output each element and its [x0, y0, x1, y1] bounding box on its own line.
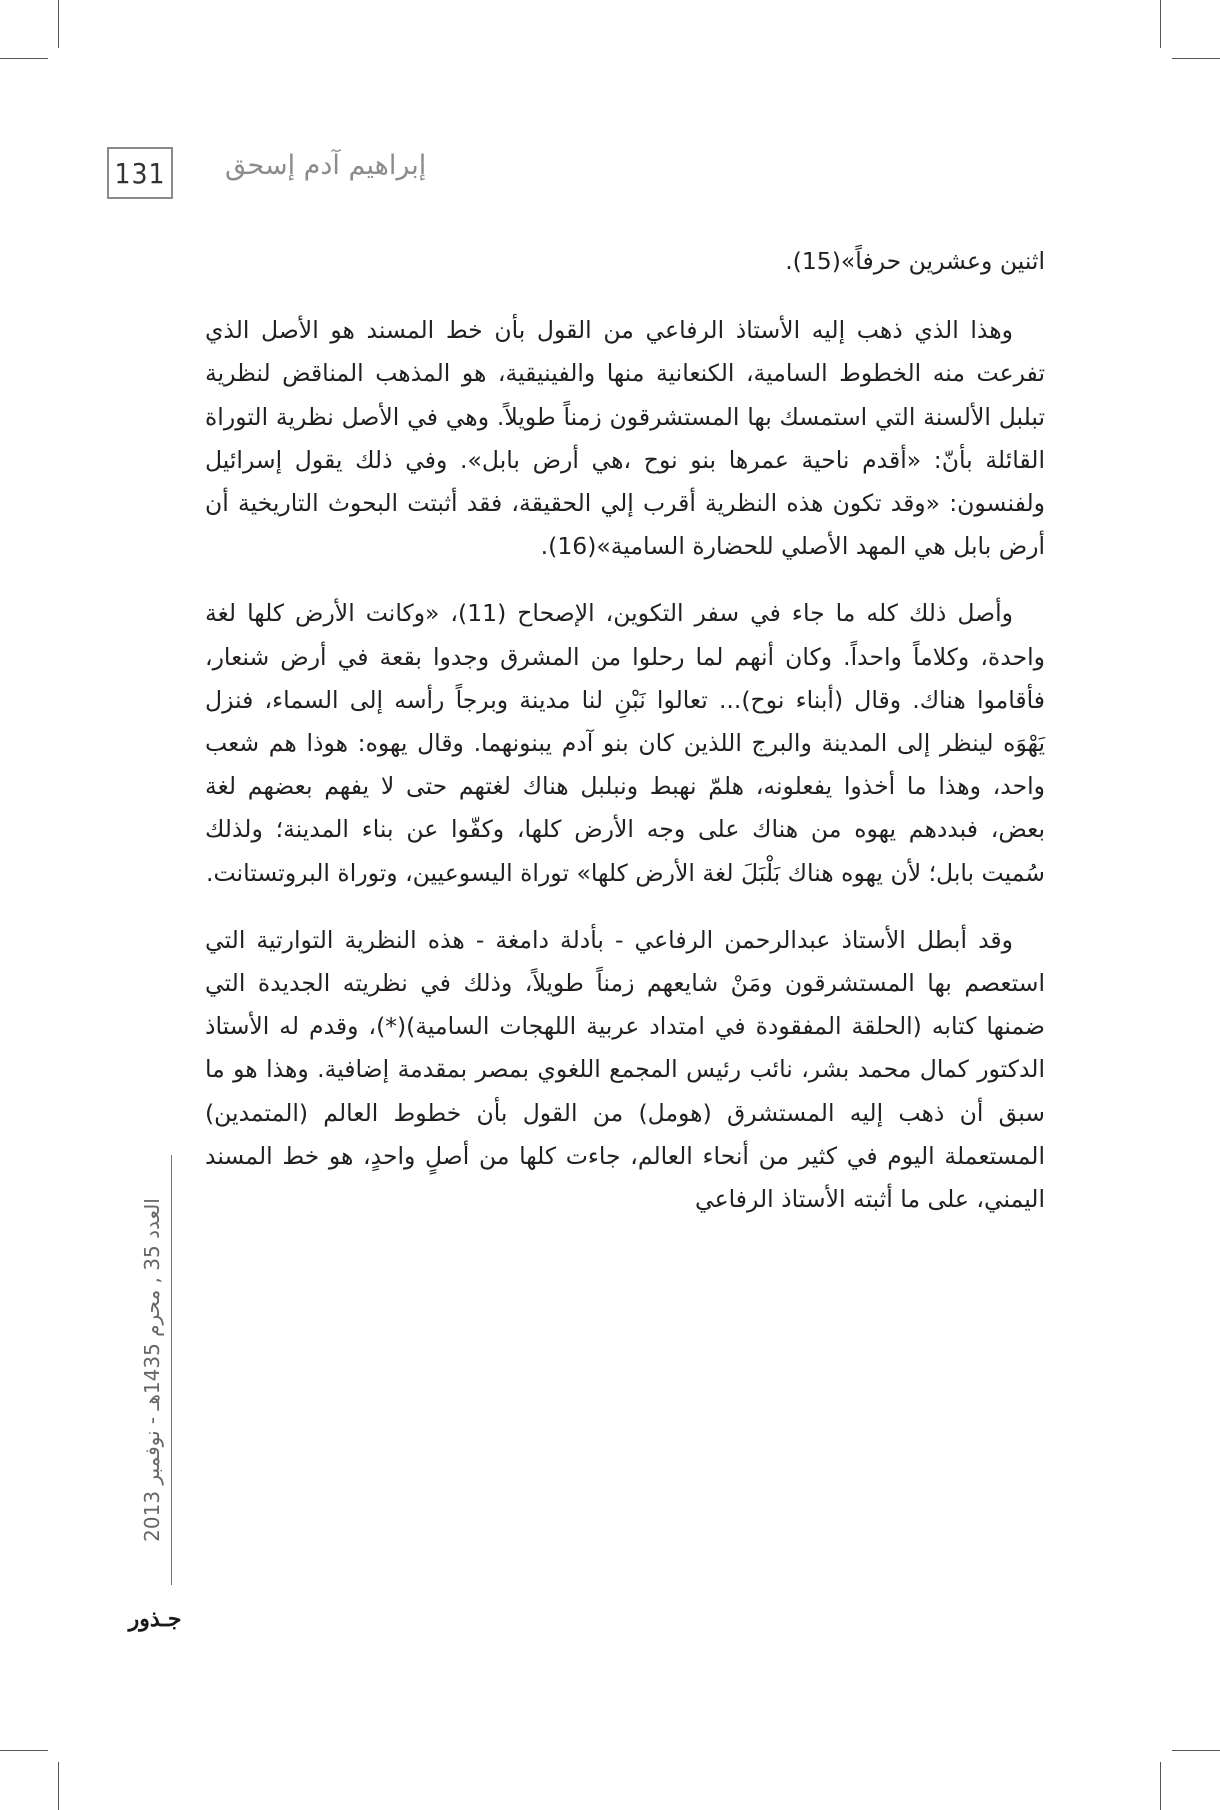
- crop-mark-bottom-left: [58, 1762, 59, 1810]
- journal-issue-info: العدد 35 , محرم 1435هـ - نوفمبر 2013: [140, 1198, 164, 1542]
- page-number: 131: [107, 147, 173, 199]
- article-body: [205, 240, 1045, 1221]
- crop-mark-top-left-h: [0, 58, 48, 59]
- paragraph-4: وقد أبطل الأستاذ عبدالرحمن الرفاعي - بأدلة دامغة - هذه النظرية التوارتية التي استعصم بها المستشرقون ومَنْ شايعهم زمناً طويلاً، وذلك في نظريته الجديدة التي ضمنها كتابه (الحلقة المفقودة في امتداد عربية اللهجات السامية)(*)، وقدم له الأستاذ الدكتور كمال محمد بشر، نائب رئيس المجمع اللغوي بمصر بمقدمة إضافية. وهذا هو ما سبق أن ذهب إليه المستشرق (هومل) من القول بأن خطوط العالم (المتمدين) المستعملة اليوم في كثير من أنحاء العالم، جاءت كلها من أصلٍ واحدٍ، هو خط المسند اليمني، على ما أثبته الأستاذ الرفاعي: [205, 925, 1045, 1214]
- paragraph-2: وهذا الذي ذهب إليه الأستاذ الرفاعي من القول بأن خط المسند هو الأصل الذي تفرعت منه الخطوط السامية، الكنعانية منها والفينيقية، هو المذهب المناقض لنظرية تبلبل الألسنة التي استمسك بها المستشرقون زمناً طويلاً. وهي في الأصل نظرية التوراة القائلة بأنّ: «أقدم ناحية عمرها بنو نوح ،هي أرض بابل». وفي ذلك يقول إسرائيل ولفنسون: «وقد تكون هذه النظرية أقرب إلي الحقيقة، فقد أثبتت البحوث التاريخية أن أرض بابل هي المهد الأصلي للحضارة السامية»(16).: [205, 316, 1045, 561]
- crop-mark-top-right-h: [1172, 58, 1220, 59]
- side-divider: [171, 1155, 172, 1585]
- running-head: إبراهيم آدم إسحق: [225, 150, 427, 181]
- paragraph-1: اثنين وعشرين حرفاً»(15).: [785, 247, 1045, 275]
- crop-mark-bottom-left-h: [0, 1750, 48, 1751]
- paragraph-3: وأصل ذلك كله ما جاء في سفر التكوين، الإصحاح (11)، «وكانت الأرض كلها لغة واحدة، وكلاماً واحداً. وكان أنهم لما رحلوا من المشرق وجدوا بقعة في أرض شنعار، فأقاموا هناك. وقال (أبناء نوح)... تعالوا نَبْنِ لنا مدينة وبرجاً رأسه إلى السماء، فنزل يَهْوَه لينظر إلى المدينة والبرج اللذين كان بنو آدم يبنونهما. وقال يهوه: هوذا هم شعب واحد، وهذا ما أخذوا يفعلونه، هلمّ نهبط ونبلبل هناك لغتهم حتى لا يفهم بعضهم لغة بعض، فبددهم يهوه من هناك على وجه الأرض كلها، وكفّوا عن بناء المدينة؛ ولذلك سُميت بابل؛ لأن يهوه هناك بَلْبَلَ لغة الأرض كلها» توراة اليسوعيين، وتوراة البروتستانت.: [205, 599, 1045, 887]
- crop-mark-top-left: [58, 0, 59, 48]
- crop-mark-top-right: [1160, 0, 1161, 48]
- journal-logo: جـذور: [128, 1606, 182, 1632]
- crop-mark-bottom-right: [1160, 1762, 1161, 1810]
- crop-mark-bottom-right-h: [1172, 1750, 1220, 1751]
